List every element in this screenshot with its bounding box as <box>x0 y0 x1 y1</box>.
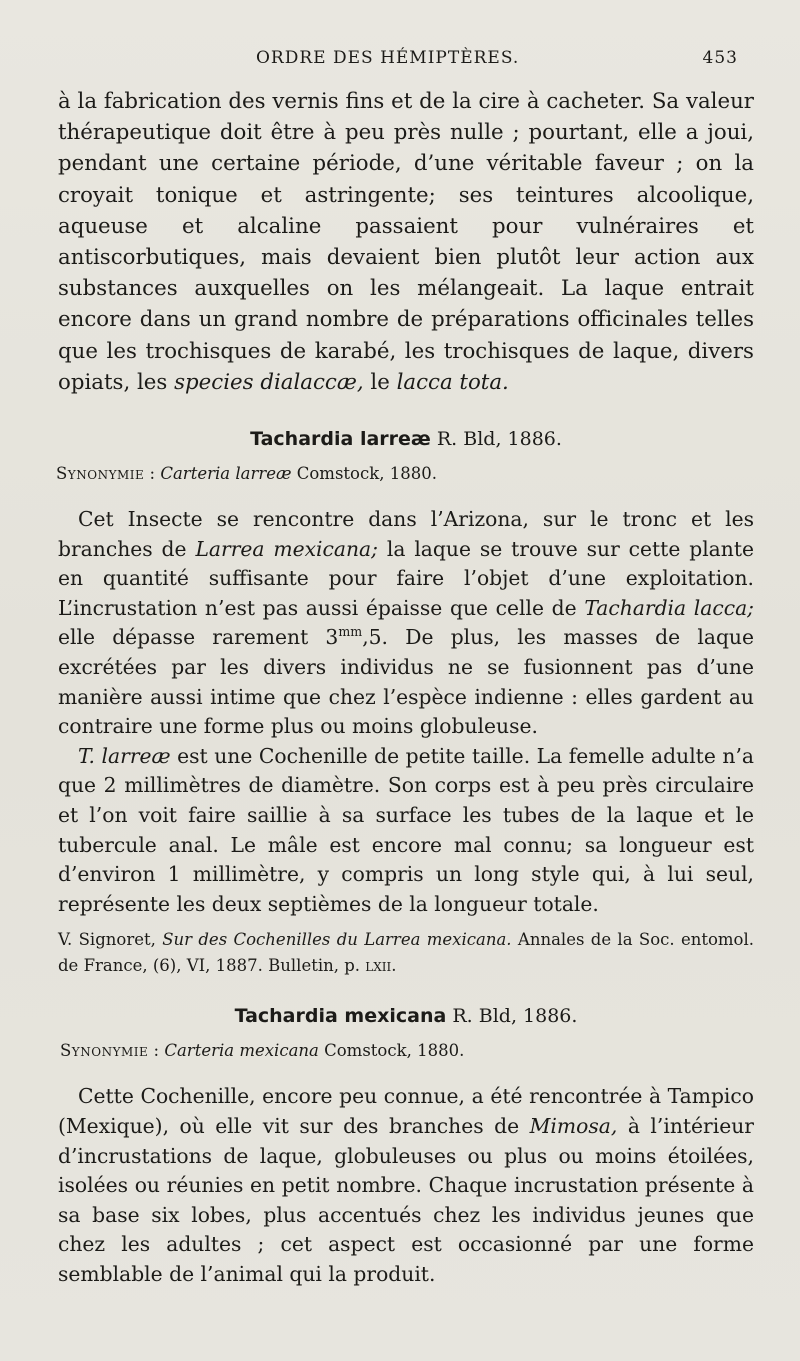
text-run: : <box>148 1041 165 1061</box>
text-run: . <box>391 956 397 976</box>
text-run: Comstock, 1880. <box>318 1041 465 1061</box>
synonymy-label: Synonymie <box>56 464 145 484</box>
text-run: est une Cochenille de petite taille. La femelle adulte n’a que 2 millimètres de diamètre. Son corps est à peu près circulaire et l’on voit faire saillie à sa surface les tubes de la laque et le tubercule anal. Le mâle est encore mal connu; sa longueur est d’environ 1 millimètre, y compris un long style qui, à lui seul, représente les deux septièmes de la longueur totale. <box>58 743 754 916</box>
text-run: Comstock, 1880. <box>291 464 437 484</box>
paragraph-lacquer-uses <box>58 86 754 398</box>
italic-term: Larrea mexicana; <box>195 536 378 561</box>
italic-term: lacca tota. <box>396 369 509 395</box>
italic-term: Sur des Cochenilles du Larrea mexicana. <box>162 930 512 950</box>
superscript-unit: mm <box>338 624 363 640</box>
italic-term: Tachardia lacca; <box>584 595 755 620</box>
text-run: : <box>144 464 161 484</box>
running-head-title: ORDRE DES HÉMIPTÈRES. <box>256 48 520 68</box>
paragraph-larreae-description <box>58 742 754 920</box>
italic-term: T. larreæ <box>78 743 171 768</box>
italic-term: Carteria larreæ <box>160 464 292 484</box>
section-heading-larreae <box>58 428 754 450</box>
species-author: R. Bld, 1886. <box>430 428 562 451</box>
paragraph-mexicana-habitat <box>58 1082 754 1289</box>
italic-term: Carteria mexicana <box>164 1041 319 1061</box>
small-caps-page: lxii <box>365 956 392 976</box>
text-run: le <box>363 369 397 395</box>
page-number: 453 <box>702 48 738 68</box>
paragraph-larreae-habitat <box>58 505 754 742</box>
synonymy-larreae <box>56 464 754 483</box>
text-run: V. Signoret, <box>58 930 163 950</box>
text-body <box>58 86 754 1290</box>
synonymy-label: Synonymie <box>60 1041 149 1061</box>
text-run: Cet Insecte se rencontre dans l’Arizona, sur le tronc et les branches de <box>58 507 754 561</box>
text-run: à la fabrication des vernis fins et de la cire à cacheter. Sa valeur thérapeutique doit être à peu près nulle ; pourtant, elle a joui, pendant une certaine période, d’une véritable faveur ; on la croyait tonique et astringente; ses teintures alcoolique, aqueuse et alcaline passaient pour vulnéraires et antiscorbutiques, mais devaient bien plutôt leur action aux substances auxquelles on les mélangeait. La laque entrait encore dans un grand nombre de préparations officinales telles que les trochisques de karabé, les trochisques de laque, divers opiats, les <box>58 89 754 395</box>
section-heading-mexicana <box>58 1005 754 1027</box>
species-author: R. Bld, 1886. <box>446 1005 578 1028</box>
italic-term: species dialaccæ, <box>174 369 364 395</box>
italic-term: Mimosa, <box>529 1113 618 1138</box>
running-head <box>60 48 738 78</box>
species-name: Tachardia mexicana <box>234 1005 447 1028</box>
text-run: elle dépasse rarement 3 <box>58 625 339 650</box>
text-run: Cette Cochenille, encore peu connue, a été rencontrée à Tampico (Mexique), où elle vit sur des branches de <box>58 1084 754 1138</box>
text-run: ,5. De plus, les masses de laque excrétées par les divers individus ne se fusionnent pas d’une manière aussi intime que chez l’espèce indienne : elles gardent au contraire une forme plus ou moins globuleuse. <box>58 625 755 739</box>
species-name: Tachardia larreæ <box>250 428 431 451</box>
text-run: la laque se trouve sur cette plante en quantité suffisante pour faire l’objet d’une exploitation. L’incrustation n’est pas aussi épaisse que celle de <box>58 536 754 620</box>
text-run: Annales de la Soc. entomol. de France, (6), VI, 1887. Bulletin, p. <box>58 930 755 976</box>
reference-signoret <box>58 927 754 979</box>
text-run: à l’intérieur d’incrustations de laque, globuleuses ou plus ou moins étoilées, isolées ou réunies en petit nombre. Chaque incrustation présente à sa base six lobes, plus accentués chez les individus jeunes que chez les adultes ; cet aspect est occasionné par une forme semblable de l’animal qui la produit. <box>58 1113 755 1286</box>
synonymy-mexicana <box>60 1041 754 1060</box>
